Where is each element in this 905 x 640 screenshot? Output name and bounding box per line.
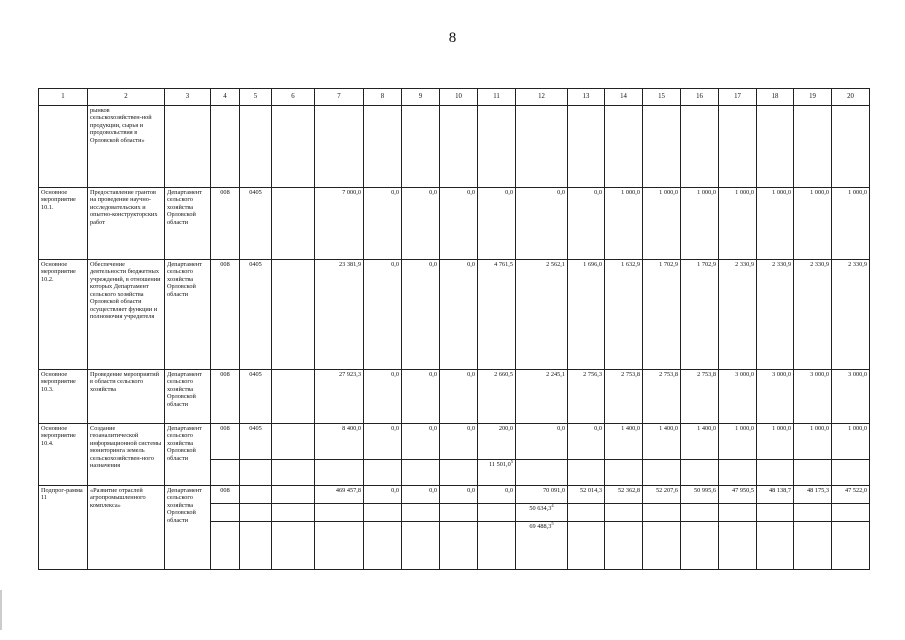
cell-c8: 0,0 — [364, 260, 402, 370]
cell-c7: 23 381,9 — [315, 260, 364, 370]
cell-c1: Подпрог-рамма 11 — [39, 486, 88, 570]
empty-cell — [681, 522, 719, 570]
cell-c6 — [272, 260, 315, 370]
cell-c12: 2 562,1 — [516, 260, 568, 370]
extra-value-cell — [516, 504, 568, 522]
cell-c14: 2 753,8 — [605, 370, 643, 424]
empty-cell — [516, 460, 568, 486]
cell-c13: 0,0 — [568, 188, 605, 260]
cell-c3: Департамент сельского хозяйства Орловской области — [165, 188, 211, 260]
cell-c10: 0,0 — [440, 486, 478, 504]
cell-c16: 2 753,8 — [681, 370, 719, 424]
description-cell: рынков сельскохозяйствен-ной продукции, сырья и продовольствия в Орловской области» — [88, 106, 165, 188]
empty-cell — [605, 106, 643, 188]
empty-cell — [605, 504, 643, 522]
extra-value: 69 488,3 — [529, 523, 552, 530]
empty-cell — [440, 504, 478, 522]
cell-c11: 0,0 — [478, 188, 516, 260]
cell-c11: 2 660,5 — [478, 370, 516, 424]
empty-cell — [794, 504, 832, 522]
cell-c5: 0405 — [240, 260, 272, 370]
column-header: 20 — [832, 89, 870, 106]
empty-cell — [568, 106, 605, 188]
empty-cell — [364, 522, 402, 570]
empty-cell — [643, 106, 681, 188]
empty-cell — [568, 460, 605, 486]
cell-c1: Основное мероприятие 10.4. — [39, 424, 88, 486]
cell-c12: 2 245,1 — [516, 370, 568, 424]
empty-cell — [440, 460, 478, 486]
column-header: 18 — [757, 89, 794, 106]
cell-c14: 1 000,0 — [605, 188, 643, 260]
cell-c18: 1 000,0 — [757, 424, 794, 460]
cell-c18: 48 138,7 — [757, 486, 794, 504]
empty-cell — [440, 522, 478, 570]
scan-edge-mark — [0, 590, 2, 630]
cell-c17: 1 000,0 — [719, 188, 757, 260]
cell-c5: 0405 — [240, 424, 272, 460]
cell-c15: 1 702,9 — [643, 260, 681, 370]
cell-c15: 1 400,0 — [643, 424, 681, 460]
column-header: 14 — [605, 89, 643, 106]
empty-cell — [478, 522, 516, 570]
extra-value: 50 634,3 — [529, 505, 552, 512]
extra-value-cell — [478, 460, 516, 486]
empty-cell — [39, 106, 88, 188]
empty-cell — [478, 504, 516, 522]
column-header: 13 — [568, 89, 605, 106]
cell-c12: 0,0 — [516, 424, 568, 460]
column-header: 1 — [39, 89, 88, 106]
empty-cell — [719, 504, 757, 522]
column-header: 4 — [211, 89, 240, 106]
cell-c2: Проведение мероприятий в области сельского хозяйства — [88, 370, 165, 424]
column-header: 10 — [440, 89, 478, 106]
extra-value-cell — [516, 522, 568, 570]
empty-cell — [719, 106, 757, 188]
cell-c16: 50 995,6 — [681, 486, 719, 504]
empty-cell — [719, 460, 757, 486]
empty-cell — [315, 460, 364, 486]
cell-c7: 8 400,0 — [315, 424, 364, 460]
cell-c19: 48 175,3 — [794, 486, 832, 504]
empty-cell — [478, 106, 516, 188]
cell-c15: 2 753,8 — [643, 370, 681, 424]
empty-cell — [211, 106, 240, 188]
empty-cell — [681, 106, 719, 188]
cell-c16: 1 000,0 — [681, 188, 719, 260]
empty-cell — [643, 504, 681, 522]
empty-cell — [165, 106, 211, 188]
column-header: 6 — [272, 89, 315, 106]
empty-cell — [643, 522, 681, 570]
empty-cell — [757, 460, 794, 486]
cell-c8: 0,0 — [364, 188, 402, 260]
cell-c16: 1 702,9 — [681, 260, 719, 370]
cell-c13: 2 756,3 — [568, 370, 605, 424]
extra-value: 11 501,0 — [488, 461, 511, 468]
empty-cell — [364, 504, 402, 522]
empty-cell — [832, 522, 870, 570]
cell-c19: 2 330,9 — [794, 260, 832, 370]
table-row — [39, 260, 870, 370]
cell-c11: 0,0 — [478, 486, 516, 504]
cell-c5: 0405 — [240, 188, 272, 260]
cell-c1: Основное мероприятие 10.1. — [39, 188, 88, 260]
cell-c8: 0,0 — [364, 370, 402, 424]
cell-c17: 1 000,0 — [719, 424, 757, 460]
column-header: 17 — [719, 89, 757, 106]
cell-c3: Департамент сельского хозяйства Орловской области — [165, 260, 211, 370]
cell-c6 — [272, 188, 315, 260]
cell-c11: 200,0 — [478, 424, 516, 460]
footnote-mark: 5 — [551, 521, 554, 526]
cell-c18: 3 000,0 — [757, 370, 794, 424]
empty-cell — [315, 504, 364, 522]
cell-c1: Основное мероприятие 10.2. — [39, 260, 88, 370]
column-header: 11 — [478, 89, 516, 106]
cell-c9: 0,0 — [402, 424, 440, 460]
empty-cell — [568, 504, 605, 522]
cell-c14: 1 632,9 — [605, 260, 643, 370]
empty-cell — [211, 460, 240, 486]
empty-cell — [272, 106, 315, 188]
table-row — [39, 188, 870, 260]
empty-cell — [402, 460, 440, 486]
cell-c1: Основное мероприятие 10.3. — [39, 370, 88, 424]
cell-c10: 0,0 — [440, 424, 478, 460]
empty-cell — [832, 460, 870, 486]
cell-c13: 0,0 — [568, 424, 605, 460]
cell-c3: Департамент сельского хозяйства Орловской области — [165, 370, 211, 424]
cell-c7: 7 000,0 — [315, 188, 364, 260]
column-header: 12 — [516, 89, 568, 106]
table-row — [39, 106, 870, 188]
cell-c20: 3 000,0 — [832, 370, 870, 424]
empty-cell — [402, 106, 440, 188]
cell-c10: 0,0 — [440, 370, 478, 424]
empty-cell — [272, 504, 315, 522]
empty-cell — [211, 522, 240, 570]
empty-cell — [240, 522, 272, 570]
empty-cell — [643, 460, 681, 486]
cell-c12: 70 091,0 — [516, 486, 568, 504]
empty-cell — [832, 106, 870, 188]
column-header: 5 — [240, 89, 272, 106]
cell-c5 — [240, 486, 272, 504]
empty-cell — [794, 106, 832, 188]
footnote-mark: 5 — [510, 459, 513, 464]
cell-c13: 1 696,0 — [568, 260, 605, 370]
empty-cell — [681, 460, 719, 486]
cell-c2: Предоставление грантов на проведение научно-исследовательских и опытно-конструкторских работ — [88, 188, 165, 260]
cell-c17: 2 330,9 — [719, 260, 757, 370]
cell-c8: 0,0 — [364, 486, 402, 504]
footnote-mark: 4 — [551, 503, 554, 508]
empty-cell — [272, 460, 315, 486]
cell-c9: 0,0 — [402, 486, 440, 504]
cell-c2: «Развитие отраслей агропромышленного комплекса» — [88, 486, 165, 570]
column-header: 8 — [364, 89, 402, 106]
table-row — [39, 424, 870, 460]
empty-cell — [719, 522, 757, 570]
column-header: 7 — [315, 89, 364, 106]
cell-c20: 2 330,9 — [832, 260, 870, 370]
cell-c20: 1 000,0 — [832, 188, 870, 260]
cell-c3: Департамент сельского хозяйства Орловской области — [165, 486, 211, 570]
empty-cell — [832, 504, 870, 522]
cell-c14: 1 400,0 — [605, 424, 643, 460]
cell-c12: 0,0 — [516, 188, 568, 260]
empty-cell — [605, 522, 643, 570]
cell-c10: 0,0 — [440, 260, 478, 370]
cell-c4: 008 — [211, 370, 240, 424]
column-header: 9 — [402, 89, 440, 106]
cell-c15: 1 000,0 — [643, 188, 681, 260]
cell-c17: 47 950,5 — [719, 486, 757, 504]
cell-c16: 1 400,0 — [681, 424, 719, 460]
empty-cell — [402, 504, 440, 522]
cell-c4: 008 — [211, 424, 240, 460]
empty-cell — [757, 106, 794, 188]
cell-c4: 008 — [211, 486, 240, 504]
cell-c2: Создание геоаналитической информационной системы мониторинга земель сельскохозяйствен-ного назначения — [88, 424, 165, 486]
cell-c18: 2 330,9 — [757, 260, 794, 370]
empty-cell — [364, 460, 402, 486]
empty-cell — [240, 106, 272, 188]
budget-table — [38, 88, 870, 570]
empty-cell — [794, 522, 832, 570]
cell-c3: Департамент сельского хозяйства Орловской области — [165, 424, 211, 486]
cell-c19: 1 000,0 — [794, 188, 832, 260]
cell-c20: 1 000,0 — [832, 424, 870, 460]
empty-cell — [757, 522, 794, 570]
column-header: 3 — [165, 89, 211, 106]
empty-cell — [757, 504, 794, 522]
cell-c8: 0,0 — [364, 424, 402, 460]
column-header: 19 — [794, 89, 832, 106]
page-number: 8 — [448, 30, 457, 46]
cell-c7: 469 457,8 — [315, 486, 364, 504]
empty-cell — [516, 106, 568, 188]
cell-c19: 1 000,0 — [794, 424, 832, 460]
column-header: 16 — [681, 89, 719, 106]
cell-c9: 0,0 — [402, 188, 440, 260]
table-row — [39, 370, 870, 424]
empty-cell — [605, 460, 643, 486]
empty-cell — [272, 522, 315, 570]
cell-c2: Обеспечение деятельности бюджетных учреждений, в отношении которых Департамент сельского хозяйства Орловской области осуществляет функции и полномочия учредителя — [88, 260, 165, 370]
cell-c15: 52 207,6 — [643, 486, 681, 504]
empty-cell — [794, 460, 832, 486]
empty-cell — [240, 504, 272, 522]
cell-c4: 008 — [211, 260, 240, 370]
header-row — [39, 89, 870, 106]
cell-c4: 008 — [211, 188, 240, 260]
cell-c11: 4 761,5 — [478, 260, 516, 370]
cell-c19: 3 000,0 — [794, 370, 832, 424]
cell-c6 — [272, 370, 315, 424]
empty-cell — [402, 522, 440, 570]
cell-c10: 0,0 — [440, 188, 478, 260]
column-header: 2 — [88, 89, 165, 106]
empty-cell — [315, 522, 364, 570]
cell-c18: 1 000,0 — [757, 188, 794, 260]
cell-c5: 0405 — [240, 370, 272, 424]
cell-c7: 27 923,3 — [315, 370, 364, 424]
empty-cell — [240, 460, 272, 486]
empty-cell — [681, 504, 719, 522]
cell-c14: 52 362,8 — [605, 486, 643, 504]
cell-c17: 3 000,0 — [719, 370, 757, 424]
empty-cell — [211, 504, 240, 522]
empty-cell — [364, 106, 402, 188]
cell-c9: 0,0 — [402, 260, 440, 370]
cell-c20: 47 522,0 — [832, 486, 870, 504]
cell-c6 — [272, 424, 315, 460]
empty-cell — [440, 106, 478, 188]
cell-c9: 0,0 — [402, 370, 440, 424]
cell-c6 — [272, 486, 315, 504]
table-row — [39, 486, 870, 504]
cell-c13: 52 014,3 — [568, 486, 605, 504]
column-header: 15 — [643, 89, 681, 106]
empty-cell — [568, 522, 605, 570]
empty-cell — [315, 106, 364, 188]
